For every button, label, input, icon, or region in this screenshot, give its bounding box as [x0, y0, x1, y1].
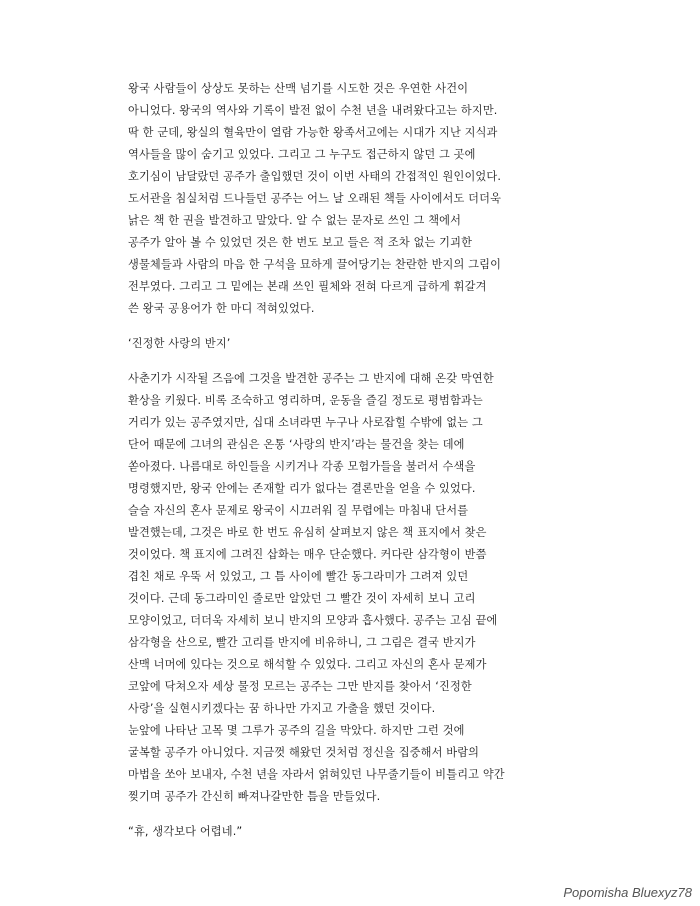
text-line: 거리가 있는 공주였지만, 십대 소녀라면 누구나 사로잡힐 수밖에 없는 그 — [128, 416, 483, 429]
quote-ring-title: ‘진정한 사랑의 반지’ — [128, 337, 231, 350]
text-line: 환상을 키웠다. 비록 조숙하고 영리하며, 운동을 즐길 정도로 평범함과는 — [128, 394, 483, 407]
paragraph-gap — [128, 808, 580, 821]
text-line: 역사들을 많이 숨기고 있었다. 그리고 그 누구도 접근하지 않던 그 곳에 — [128, 148, 476, 161]
paragraph-1 — [128, 78, 580, 320]
text-line: 코앞에 닥쳐오자 세상 물정 모르는 공주는 그만 반지를 찾아서 ‘진정한 — [128, 680, 472, 693]
text-line: 호기심이 남달랐던 공주가 출입했던 것이 이번 사태의 간접적인 원인이었다. — [128, 170, 502, 183]
text-line: 낡은 책 한 권을 발견하고 말았다. 알 수 없는 문자로 쓰인 그 책에서 — [128, 214, 462, 227]
paragraph-gap — [128, 355, 580, 368]
text-line: 단어 때문에 그녀의 관심은 온통 ‘사랑의 반지’라는 물건을 찾는 데에 — [128, 438, 465, 451]
paragraph-2 — [128, 368, 580, 808]
text-line: 것이었다. 책 표지에 그려진 삽화는 매우 단순했다. 커다란 삼각형이 반쯤 — [128, 548, 487, 561]
text-line: 쓴 왕국 공용어가 한 마디 적혀있었다. — [128, 302, 315, 315]
text-line: 쏟아졌다. 나름대로 하인들을 시키거나 각종 모험가들을 불러서 수색을 — [128, 460, 476, 473]
text-line: 삼각형을 산으로, 빨간 고리를 반지에 비유하니, 그 그림은 결국 반지가 — [128, 636, 476, 649]
text-line: 겹친 채로 우뚝 서 있었고, 그 틈 사이에 빨간 동그라미가 그려져 있던 — [128, 570, 469, 583]
text-line: 찢기며 공주가 간신히 빠져나갈만한 틈을 만들었다. — [128, 790, 381, 803]
text-line: 딱 한 군데, 왕실의 혈육만이 열람 가능한 왕족서고에는 시대가 지난 지식과 — [128, 126, 498, 139]
text-line: 모양이었고, 더더욱 자세히 보니 반지의 모양과 흡사했다. 공주는 고심 끝에 — [128, 614, 498, 627]
text-line: 생물체들과 사람의 마음 한 구석을 묘하게 끌어당기는 찬란한 반지의 그림이 — [128, 258, 502, 271]
text-line: 도서관을 침실처럼 드나들던 공주는 어느 날 오래된 책들 사이에서도 더더욱 — [128, 192, 502, 205]
text-line: 명령했지만, 왕국 안에는 존재할 리가 없다는 결론만을 얻을 수 있었다. — [128, 482, 476, 495]
text-line: 것이다. 근데 동그라미인 줄로만 알았던 그 빨간 것이 자세히 보니 고리 — [128, 592, 476, 605]
text-line: 마법을 쏘아 보내자, 수천 년을 자라서 얽혀있던 나무줄기들이 비틀리고 약간 — [128, 768, 505, 781]
text-line: 사랑’을 실현시키겠다는 꿈 하나만 가지고 가출을 했던 것이다. — [128, 702, 436, 715]
text-line: 산맥 너머에 있다는 것으로 해석할 수 있었다. 그리고 자신의 혼사 문제가 — [128, 658, 487, 671]
page-body — [128, 78, 580, 843]
watermark: Popomisha Bluexyz78 — [563, 885, 692, 900]
text-line: 아니었다. 왕국의 역사와 기록이 발전 없이 수천 년을 내려왔다고는 하지만. — [128, 104, 498, 117]
quote-dialogue: “휴, 생각보다 어렵네.” — [128, 825, 243, 838]
text-line: 눈앞에 나타난 고목 몇 그루가 공주의 길을 막았다. 하지만 그런 것에 — [128, 724, 465, 737]
text-line: 슬슬 자신의 혼사 문제로 왕국이 시끄러워 질 무렵에는 마침내 단서를 — [128, 504, 469, 517]
text-line: 전부였다. 그리고 그 밑에는 본래 쓰인 필체와 전혀 다르게 급하게 휘갈겨 — [128, 280, 487, 293]
paragraph-gap — [128, 320, 580, 333]
text-line: 사춘기가 시작될 즈음에 그것을 발견한 공주는 그 반지에 대해 온갖 막연한 — [128, 372, 494, 385]
text-line: 발견했는데, 그것은 바로 한 번도 유심히 살펴보지 않은 책 표지에서 찾은 — [128, 526, 487, 539]
text-line: 왕국 사람들이 상상도 못하는 산맥 넘기를 시도한 것은 우연한 사건이 — [128, 82, 469, 95]
text-line: 굴복할 공주가 아니었다. 지금껏 해왔던 것처럼 정신을 집중해서 바람의 — [128, 746, 480, 759]
text-line: 공주가 알아 볼 수 있었던 것은 한 번도 보고 들은 적 조차 없는 기괴한 — [128, 236, 473, 249]
